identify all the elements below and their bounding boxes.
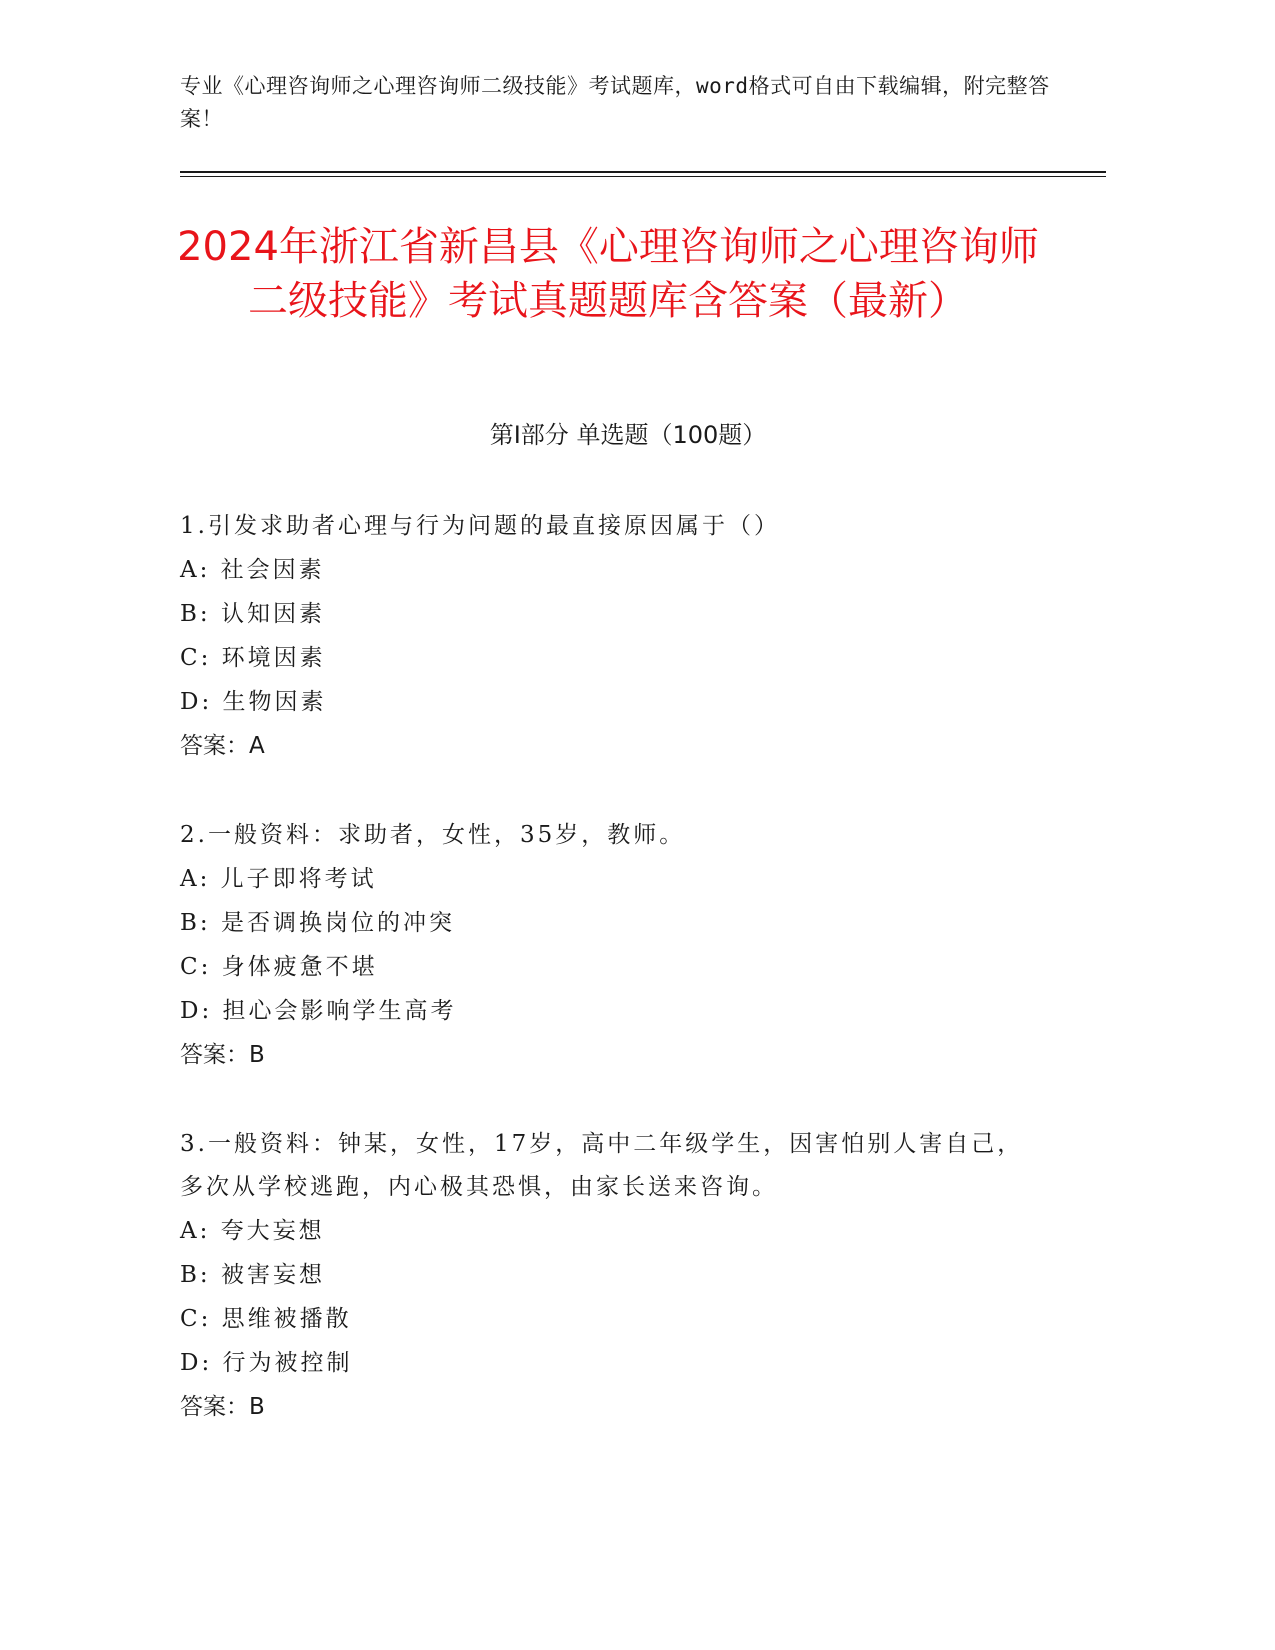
document-title: 2024年浙江省新昌县《心理咨询师之心理咨询师二级技能》考试真题题库含答案（最新） <box>177 224 1039 324</box>
header-divider-thin <box>180 176 1106 177</box>
section-title: 第Ⅰ部分 单选题（100题） <box>489 421 767 449</box>
question-1 <box>180 505 1040 768</box>
answer: 答案：B <box>180 1042 265 1068</box>
option-a: A: 社会因素 <box>180 557 325 583</box>
option-d: D: 担心会影响学生高考 <box>180 998 457 1024</box>
answer: 答案：B <box>180 1394 265 1420</box>
option-c: C: 身体疲惫不堪 <box>180 954 378 980</box>
option-c: C: 思维被播散 <box>180 1306 352 1332</box>
header-note: 专业《心理咨询师之心理咨询师二级技能》考试题库，word格式可自由下载编辑，附完整答案！ <box>180 74 1050 131</box>
option-b: B: 是否调换岗位的冲突 <box>180 910 455 936</box>
option-b: B: 被害妄想 <box>180 1262 325 1288</box>
question-stem: 1.引发求助者心理与行为问题的最直接原因属于（） <box>180 513 780 539</box>
question-list <box>180 505 1040 1475</box>
option-d: D: 生物因素 <box>180 689 327 715</box>
option-d: D: 行为被控制 <box>180 1350 353 1376</box>
question-3 <box>180 1123 1040 1429</box>
question-2 <box>180 814 1040 1077</box>
option-a: A: 夸大妄想 <box>180 1218 325 1244</box>
answer: 答案：A <box>180 733 265 759</box>
header-divider-thick <box>180 171 1106 173</box>
option-c: C: 环境因素 <box>180 645 326 671</box>
question-stem: 2.一般资料：求助者，女性，35岁，教师。 <box>180 822 686 848</box>
option-b: B: 认知因素 <box>180 601 325 627</box>
question-stem: 3.一般资料：钟某，女性，17岁，高中二年级学生，因害怕别人害自己，多次从学校逃跑，内心极其恐惧，由家长送来咨询。 <box>180 1131 1024 1200</box>
option-a: A: 儿子即将考试 <box>180 866 377 892</box>
